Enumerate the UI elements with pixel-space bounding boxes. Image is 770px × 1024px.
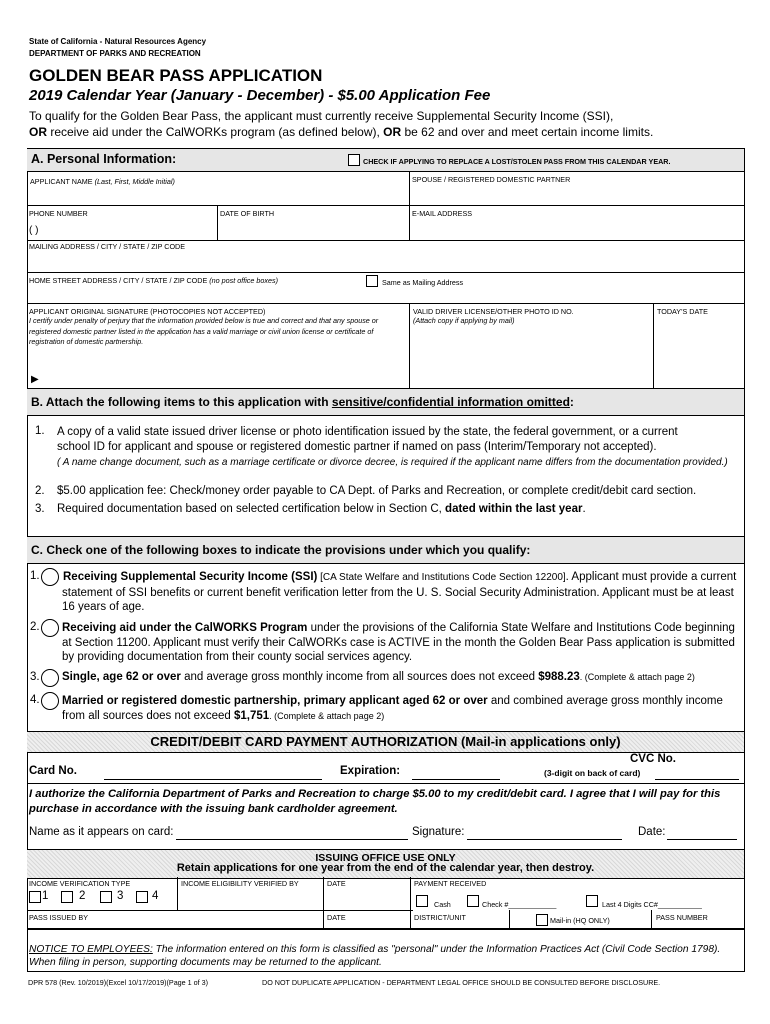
income-type-3-checkbox[interactable] [100, 891, 112, 903]
name-on-card-label: Name as it appears on card: [29, 826, 174, 838]
c-option-1-rest: . Applicant must provide a current statement of SSI benefits or current benefit verification letter from the U. S. Social Security Administration. Applicant must be at least 16 years of age. [62, 571, 737, 613]
income-type-2-checkbox[interactable] [61, 891, 73, 903]
income-type-3-label: 3 [117, 890, 124, 902]
last4-label[interactable]: Last 4 Digits CC#___________ [602, 900, 702, 909]
notice-body: The information entered on this form is classified as "personal" under the Information Practices Act (Civil Code Section 1798). When filing in person, supporting documents may be returned to the applicant. [29, 944, 721, 968]
phone-input[interactable]: ( ) [29, 225, 39, 236]
office-date-2-label: DATE [327, 913, 346, 922]
same-as-mailing-label: Same as Mailing Address [382, 278, 464, 287]
home-address-hint: (no post office boxes) [209, 276, 278, 285]
office-date-1-label: DATE [327, 879, 346, 888]
c-option-4-number: 4. [30, 694, 40, 706]
b-item-3-number: 3. [35, 503, 45, 515]
section-c-title: C. Check one of the following boxes to indicate the provisions under which you qualify: [31, 543, 531, 557]
todays-date-input[interactable] [655, 320, 742, 386]
dob-input[interactable] [219, 218, 407, 238]
form-title: GOLDEN BEAR PASS APPLICATION [29, 66, 323, 85]
c-option-2-text [62, 621, 742, 665]
income-type-1-label: 1 [42, 890, 49, 902]
office-retain-text: Retain applications for one year from the end of the calendar year, then destroy. [176, 862, 595, 874]
date-card-label: Date: [638, 826, 666, 838]
notice-label: NOTICE TO EMPLOYEES: [29, 944, 153, 955]
mailing-address-input[interactable] [28, 251, 742, 271]
c-option-3-text [62, 671, 695, 683]
mailing-address-label: MAILING ADDRESS / CITY / STATE / ZIP CODE [29, 242, 186, 251]
divider [409, 303, 410, 388]
c-option-4-amount: $1,751 [233, 709, 270, 722]
divider [323, 877, 324, 928]
income-type-1-checkbox[interactable] [29, 891, 41, 903]
c-option-4-text [62, 694, 742, 723]
income-type-label: INCOME VERIFICATION TYPE [29, 879, 131, 888]
divider [653, 303, 654, 388]
replace-pass-checkbox[interactable] [348, 154, 360, 166]
subtitle-fee: - $5.00 Application Fee [324, 87, 491, 104]
form-id: DPR 578 (Rev. 10/2019)(Excel 10/17/2019)(Page 1 of 3) [28, 978, 209, 987]
b-item-3-main: Required documentation based on selected certification below in Section C, [57, 503, 446, 515]
b-item-3-text [57, 503, 586, 515]
b-item-2-text: $5.00 application fee: Check/money order payable to CA Dept. of Parks and Recreation, or complete credit/debit card section. [57, 485, 697, 497]
pass-number-label: PASS NUMBER [656, 913, 708, 922]
subtitle-year: 2019 Calendar Year (January - December) [29, 87, 325, 104]
card-no-input[interactable] [104, 779, 322, 780]
authorize-text: I authorize the California Department of Parks and Recreation to charge $5.00 to my credit/debit card. I agree that I will pay for this purchase in accordance with the issuing bank cardholder agreement. [29, 788, 721, 815]
divider [177, 877, 178, 910]
spouse-input[interactable] [411, 186, 742, 204]
home-address-label [29, 276, 278, 285]
replace-pass-label: CHECK IF APPLYING TO REPLACE A LOST/STOLEN PASS FROM THIS CALENDAR YEAR. [363, 157, 671, 166]
c-option-2-bold: Receiving aid under the CalWORKS Program [62, 622, 308, 634]
signature-arrow-icon: ▶ [31, 374, 39, 385]
section-b-title-underlined: sensitive/confidential information omitted [331, 395, 570, 409]
c-option-1-bold: Receiving Supplemental Security Income (SSI) [63, 571, 318, 583]
eligibility-label: INCOME ELIGIBILITY VERIFIED BY [181, 879, 299, 888]
home-address-label-text: HOME STREET ADDRESS / CITY / STATE / ZIP CODE [29, 276, 210, 285]
expiration-input[interactable] [412, 779, 500, 780]
payment-title: CREDIT/DEBIT CARD PAYMENT AUTHORIZATION (Mail-in applications only) [150, 734, 621, 749]
divider [27, 303, 744, 304]
c-option-2-number: 2. [30, 621, 40, 633]
section-b-title-post: : [569, 395, 574, 409]
intro-or-2: OR [383, 125, 402, 139]
email-label: E-MAIL ADDRESS [412, 209, 473, 218]
b-item-1-note: ( A name change document, such as a marriage certificate or divorce decree, is required if the applicant name differs from the documentation provided.) [57, 457, 728, 468]
section-b-title [31, 395, 574, 409]
signature-card-input[interactable] [467, 839, 622, 840]
certify-text: I certify under penalty of perjury that the information provided below is true and correct and that any spouse or registered domestic partner listed in the application has a valid marriage or civil union license or certificate of registration of domestic partnership. [29, 316, 379, 346]
b-item-2-number: 2. [35, 485, 45, 497]
divider [217, 205, 218, 240]
district-label: DISTRICT/UNIT [414, 913, 466, 922]
cash-label: Cash [434, 900, 451, 909]
section-b-title-pre: B. Attach the following items to this application with [31, 395, 332, 409]
c-option-2-rest: under the provisions of the California State Welfare and Institutions Code beginning at Section 11200. Applicant must verify their CalWORKs case is ACTIVE in the month the Golden Bear Pass application is submitted by providing documentation from their county social services agency. [62, 622, 735, 663]
last4-checkbox[interactable] [586, 895, 598, 907]
b-item-1-number: 1. [35, 425, 45, 437]
intro-or-1: OR [29, 125, 47, 139]
signature-input[interactable] [45, 360, 405, 386]
income-type-4-checkbox[interactable] [136, 891, 148, 903]
license-label: VALID DRIVER LICENSE/OTHER PHOTO ID NO. [413, 307, 574, 316]
b-item-3-end: . [582, 503, 586, 515]
c-option-1-number: 1. [30, 570, 40, 582]
home-address-input[interactable] [28, 286, 742, 301]
card-no-label: Card No. [29, 765, 77, 777]
c-option-1-text [62, 570, 742, 615]
c-option-3-number: 3. [30, 671, 40, 683]
income-type-2-label: 2 [79, 890, 86, 902]
c-option-4-radio[interactable] [41, 692, 59, 710]
signature-card-label: Signature: [412, 826, 465, 838]
divider [27, 205, 744, 206]
intro-line-2 [29, 125, 653, 139]
signature-label: APPLICANT ORIGINAL SIGNATURE (PHOTOCOPIES NOT ACCEPTED) [29, 307, 266, 316]
payment-received-label: PAYMENT RECEIVED [414, 879, 487, 888]
c-option-3-bold: Single, age 62 or over [62, 671, 181, 683]
intro-mid: receive aid under the CalWORKs program (as defined below), [47, 125, 384, 139]
divider [27, 272, 744, 273]
applicant-name-hint: (Last, First, Middle Initial) [94, 177, 175, 186]
applicant-name-label-text: APPLICANT NAME [30, 177, 95, 186]
cash-checkbox[interactable] [416, 895, 428, 907]
income-type-4-label: 4 [152, 890, 159, 902]
divider [27, 240, 744, 241]
check-checkbox[interactable] [467, 895, 479, 907]
office-title: ISSUING OFFICE USE ONLY [315, 852, 456, 864]
c-option-3-radio[interactable] [41, 669, 59, 687]
form-subtitle [29, 87, 490, 104]
c-option-1-code: [CA State Welfare and Institutions Code Section 12200] [317, 572, 566, 583]
intro-end: be 62 and over and meet certain income limits. [401, 125, 654, 139]
cvc-input[interactable] [655, 779, 739, 780]
c-option-4-bold: Married or registered domestic partnership, primary applicant aged 62 or over [62, 695, 488, 707]
c-option-3-amount: $988.23 [538, 671, 580, 683]
department-name: DEPARTMENT OF PARKS AND RECREATION [29, 49, 201, 58]
notice-text [29, 943, 729, 969]
date-card-input[interactable] [667, 839, 737, 840]
section-a-title: A. Personal Information: [31, 152, 177, 166]
intro-line-1: To qualify for the Golden Bear Pass, the applicant must currently receive Supplemental Security Income (SSI), [29, 109, 614, 123]
applicant-name-label [30, 177, 175, 186]
b-item-1-text: A copy of a valid state issued driver license or photo identification issued by the state, the federal government, or a current school ID for applicant and spouse or registered domestic partner if named on pass (Interim/Temporary not accepted). [57, 426, 678, 453]
footer-disclaimer: DO NOT DUPLICATE APPLICATION - DEPARTMENT LEGAL OFFICE SHOULD BE CONSULTED BEFORE DISCLOSURE. [262, 978, 661, 987]
email-input[interactable] [411, 218, 742, 238]
applicant-name-input[interactable] [28, 186, 407, 204]
name-on-card-input[interactable] [176, 839, 408, 840]
c-option-3-note: . (Complete & attach page 2) [579, 672, 695, 682]
todays-date-label: TODAY'S DATE [657, 307, 708, 316]
c-option-3-rest: and average gross monthly income from all sources does not exceed [180, 671, 539, 683]
divider [651, 910, 652, 928]
c-option-1-radio[interactable] [41, 568, 59, 586]
pass-issued-label: PASS ISSUED BY [29, 913, 88, 922]
divider [27, 910, 413, 911]
c-option-4-note: . (Complete & attach page 2) [269, 710, 385, 721]
c-option-4-rest: and combined average gross monthly income from all sources does not exceed [62, 695, 723, 722]
agency-name: State of California - Natural Resources Agency [29, 37, 207, 46]
divider [409, 171, 410, 240]
cvc-hint: (3-digit on back of card) [544, 768, 641, 778]
b-item-3-bold: dated within the last year [445, 503, 583, 515]
check-number-label[interactable]: Check #____________ [482, 900, 557, 909]
divider [27, 783, 744, 784]
divider [27, 928, 744, 930]
c-option-2-radio[interactable] [41, 619, 59, 637]
license-input[interactable] [411, 330, 651, 386]
dob-label: DATE OF BIRTH [220, 209, 275, 218]
divider [410, 877, 411, 928]
license-hint: (Attach copy if applying by mail) [413, 316, 515, 325]
expiration-label: Expiration: [340, 765, 401, 777]
divider [509, 910, 510, 928]
cvc-label: CVC No. [630, 753, 676, 765]
spouse-label: SPOUSE / REGISTERED DOMESTIC PARTNER [412, 175, 571, 184]
phone-label: PHONE NUMBER [29, 209, 88, 218]
mailin-checkbox[interactable] [536, 914, 548, 926]
mailin-label: Mail-in (HQ ONLY) [550, 916, 610, 925]
